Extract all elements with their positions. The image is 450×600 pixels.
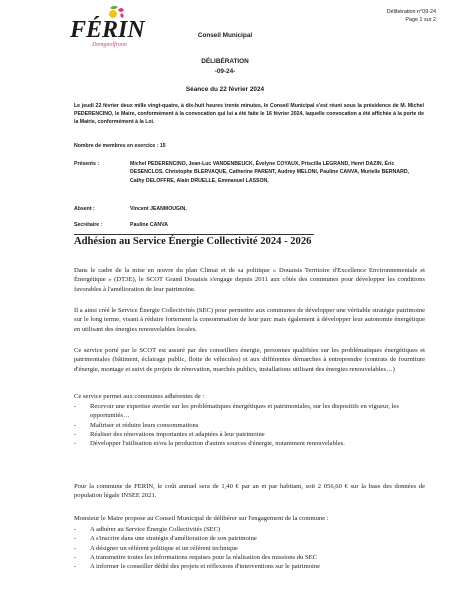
- intro-paragraph: Le jeudi 22 février deux mille vingt-quatre, à dix-huit heures trente minutes, le Conseil Municipal s'est réuni sous la présidence de M. Michel PEDERENCINO, le Maire, conformément à la convocation qui lui a été faite le 16 février 2024, laquelle convocation a été affichée à la porte de la Mairie, conformément à la Loi.: [74, 103, 424, 125]
- list-item: - Développer l'utilisation et/ou la production d'autres sources d'énergie, notamment renouvelables.: [74, 440, 345, 448]
- bullet-marker: -: [74, 430, 77, 438]
- page-number: Page 1 sur 2: [405, 17, 436, 23]
- bullet-marker: -: [74, 563, 77, 571]
- list-item: - A désigner un référent politique et un référent technique: [74, 544, 238, 552]
- list-item: - Réaliser des rénovations importantes et adaptées à leur patrimoine: [74, 430, 265, 438]
- deliberation-heading: DÉLIBÉRATION: [201, 58, 249, 65]
- paragraph-benefits-intro: Ce service permet aux communes adhérentes de :: [74, 393, 205, 400]
- bullet-marker: -: [74, 526, 77, 533]
- deliberation-ref: Délibération n°09-24: [386, 9, 436, 15]
- benefits-list: [74, 402, 425, 448]
- logo-wordmark: FÉRIN: [70, 17, 145, 43]
- deliberation-number: -09-24-: [214, 68, 236, 75]
- paragraph-context: Dans le cadre de la mise en œuvre du plan Climat et de sa politique « Douaisis Territoire d'Excellence Environnementale et Énergétique » (DT3E), le SCOT Grand Douaisis s'engage depuis 2011 aux côtés des communes pour développer les conditions favorables à l'amélioration de leur patrimoine.: [74, 267, 425, 293]
- document-meta: [387, 8, 436, 24]
- members-count: Nombre de membres en exercice : 15: [74, 143, 166, 149]
- list-item: - A transmettre toutes les informations requises pour la réalisation des missions du SEC: [74, 553, 318, 561]
- bullet-marker: -: [74, 403, 77, 410]
- ferin-logo: [66, 4, 145, 52]
- bullet-marker: -: [74, 535, 77, 543]
- list-item: - A s'inscrire dans une stratégie d'amélioration de son patrimoine: [74, 535, 257, 543]
- council-heading: Conseil Municipal: [197, 32, 253, 39]
- session-date: Séance du 22 février 2024: [185, 86, 265, 93]
- leaf-mark: [110, 6, 118, 10]
- paragraph-cost: Pour la commune de FERIN, le coût annuel sera de 1,40 € par an et par habitant, soit 2 056,60 € sur la base des données de population légale INSEE 2021.: [74, 483, 425, 500]
- presents-list: Michel PEDERENCINO, Jean-Luc VANDENBEUCK, Évelyne COYAUX, Priscilla LEGRAND, Henri DAZIN, Éric DESENCLOS, Christophe BLERVAQUE, Catherine PARENT, Audrey MELONI, Pauline CANVA, Murielle BERNARD, Cathy DELOFFRE, Alain DRUELLE, Emmanuel LASSON,: [130, 161, 410, 184]
- deliberation-title: Adhésion au Service Énergie Collectivité 2024 - 2026: [74, 236, 312, 247]
- title-rule: [74, 234, 314, 235]
- paragraph-sec: Il a ainsi créé le Service Énergie Collectivités (SEC) pour permettre aux communes de développer une véritable stratégie patrimoine sur le long terme, visant à réduire fortement la consommation de leur parc mais également à développer leur autonomie énergétique en utilisant des énergies renouvelables locales.: [74, 307, 425, 333]
- paragraph-proposal: Monsieur le Maire propose au Conseil Municipal de délibérer sur l'engagement de la commune :: [74, 515, 329, 522]
- presents-row: [74, 160, 424, 194]
- secretary-label: Secrétaire :: [74, 222, 103, 228]
- paragraph-service: Ce service porté par le SCOT est assuré par des conseillers énergie, personnes qualifiées sur les problématiques énergétiques et patrimoniales (bâtiment, éclairage public, flotte de véhicules) et aux différentes démarches à entreprendre (contrats de fourniture d'énergie, montage et suivi de projets de rénovation, marchés publics, installations utilisant des énergies renouvelables…): [74, 347, 425, 373]
- logo-subtitle: Demgnolfroon: [92, 42, 127, 48]
- list-item: - A adhérer au Service Énergie Collectivités (SEC): [74, 526, 221, 533]
- bullet-marker: -: [74, 544, 77, 552]
- list-item: - Recevoir une expertise avertie sur les problématiques énergétiques et patrimoniales, sur les dispositifs en vigueur, les opportunités…: [74, 403, 399, 420]
- bullet-marker: -: [74, 440, 77, 448]
- list-item: - Maîtriser et réduire leurs consommations: [74, 421, 199, 429]
- bullet-marker: -: [74, 553, 77, 561]
- engagements-list: [74, 525, 425, 571]
- bullet-marker: -: [74, 421, 77, 429]
- absent-list: Vincent JEANMOUGIN,: [130, 206, 187, 212]
- absent-label: Absent :: [74, 206, 95, 212]
- secretary-name: Pauline CANVA: [130, 222, 168, 228]
- list-item: - A informer le conseiller dédié des projets et réflexions d'interventions sur le patrimoine: [74, 563, 321, 571]
- presents-label: Présents :: [74, 161, 100, 167]
